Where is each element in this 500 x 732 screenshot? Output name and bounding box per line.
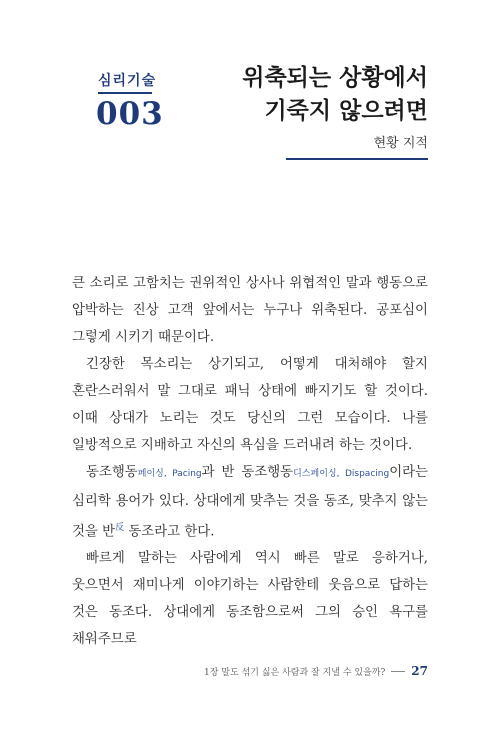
paragraph-4: 빠르게 말하는 사람에게 역시 빠른 말로 응하거나, 웃으면서 재미나게 이야기하는 사람한테 웃음으로 답하는 것은 동조다. 상대에게 동조함으로써 그의 승인 욕구를 채워주므로	[72, 551, 428, 648]
paragraph-1: 큰 소리로 고함치는 권위적인 상사나 위협적인 말과 행동으로 압박하는 진상 고객 앞에서는 누구나 위축된다. 공포심이 그렇게 시키기 때문이다.	[72, 276, 428, 345]
series-number: 003	[96, 96, 164, 132]
paragraph-2: 긴장한 목소리는 상기되고, 어떻게 대처해야 할지 혼란스러워서 말 그대로 패닉 상태에 빠지기도 할 것이다. 이때 상대가 노리는 것도 당신의 그런 모습이다. 나를 일방적으로 지배하고 자신의 욕심을 드러내려 하는 것이다.	[72, 357, 428, 453]
paragraph-3-part-c: 이라는 심리학 용어가 있다. 상대에게 맞추는 것을 동조, 맞추지 않는 것을 반	[72, 465, 428, 540]
footer-chapter-title: 1장 말도 섞기 싫은 사람과 잘 지낼 수 있을까?	[204, 668, 386, 678]
page-number: 27	[411, 664, 428, 678]
paragraph-3-part-a: 동조행동	[86, 465, 138, 480]
hanja-annotation: 反	[115, 523, 125, 533]
dispacing-gloss: 디스페이싱, Dispacing	[293, 469, 390, 479]
title-line-1: 위축되는 상황에서	[242, 65, 428, 91]
pacing-gloss: 페이싱, Pacing	[137, 469, 202, 479]
footer-separator	[391, 671, 405, 672]
paragraph-3-part-b: 과 반 동조행동	[201, 465, 294, 480]
chapter-title	[242, 62, 428, 128]
paragraph-3	[72, 459, 428, 545]
paragraph-3-part-d: 동조라고 한다.	[124, 524, 215, 540]
series-divider	[98, 92, 152, 94]
page-footer	[204, 664, 428, 678]
series-label: 심리기술	[98, 73, 157, 89]
subtitle: 현황 지적	[373, 136, 428, 151]
body-text	[72, 270, 428, 653]
title-line-2: 기죽지 않으려면	[264, 98, 428, 124]
title-divider	[286, 158, 428, 160]
